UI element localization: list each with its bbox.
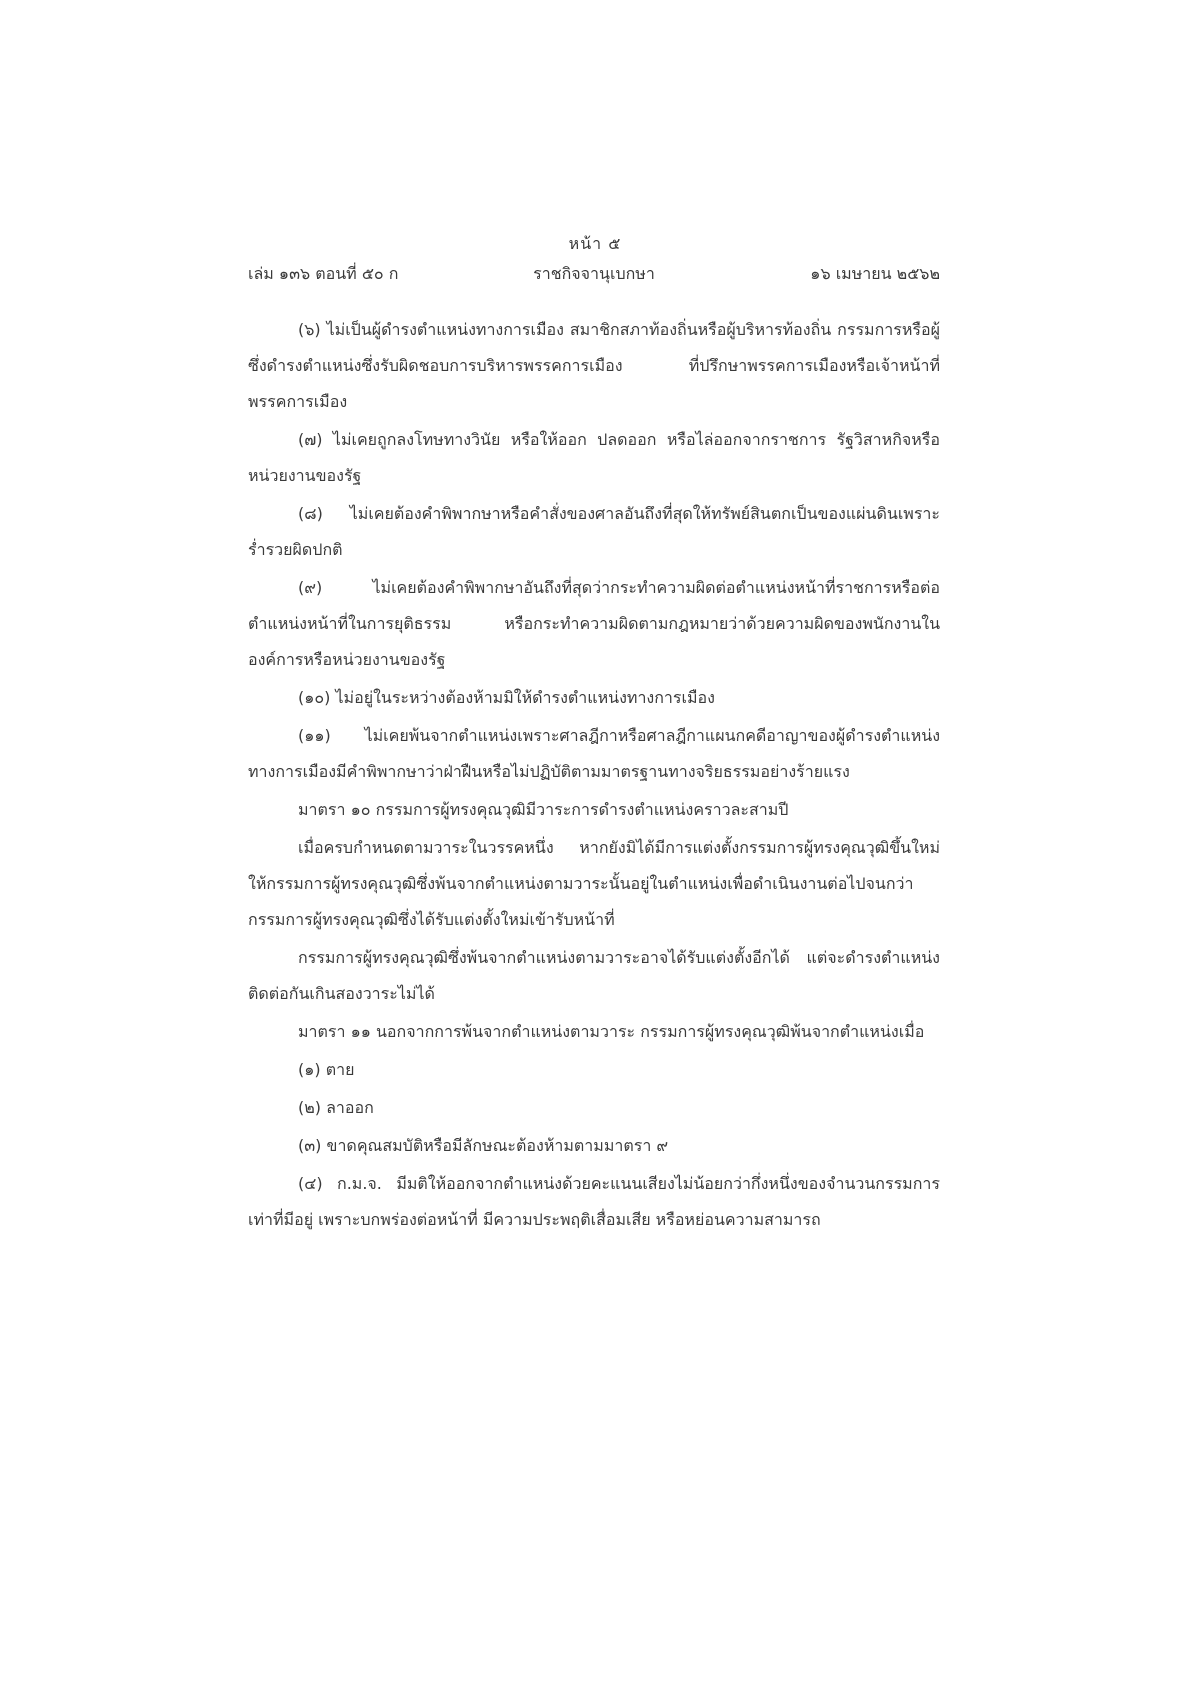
volume-issue: เล่ม ๑๓๖ ตอนที่ ๕๐ ก [248,264,399,283]
page-number: หน้า ๕ [568,234,622,253]
section-10-para-2: เมื่อครบกำหนดตามวาระในวรรคหนึ่ง หากยังมิได้มีการแต่งตั้งกรรมการผู้ทรงคุณวุฒิขึ้นใหม่ ให้กรรมการผู้ทรงคุณวุฒิซึ่งพ้นจากตำแหน่งตามวาระนั้นอยู่ในตำแหน่งเพื่อดำเนินงานต่อไปจนกว่ากรรมการผู้ทรงคุณวุฒิซึ่งได้รับแต่งตั้งใหม่เข้ารับหน้าที่ [248,838,940,929]
clause-10: (๑๐) ไม่อยู่ในระหว่างต้องห้ามมิให้ดำรงตำแหน่งทางการเมือง [298,688,715,707]
clause-11: (๑๑) ไม่เคยพ้นจากตำแหน่งเพราะศาลฎีกาหรือศาลฎีกาแผนกคดีอาญาของผู้ดำรงตำแหน่งทางการเมืองมีคำพิพากษาว่าฝ่าฝืนหรือไม่ปฏิบัติตามมาตรฐานทางจริยธรรมอย่างร้ายแรง [248,726,940,781]
section-10-para-3: กรรมการผู้ทรงคุณวุฒิซึ่งพ้นจากตำแหน่งตามวาระอาจได้รับแต่งตั้งอีกได้ แต่จะดำรงตำแหน่งติดต่อกันเกินสองวาระไม่ได้ [248,948,940,1003]
publication-date: ๑๖ เมษายน ๒๕๖๒ [810,264,940,283]
clause-6: (๖) ไม่เป็นผู้ดำรงตำแหน่งทางการเมือง สมาชิกสภาท้องถิ่นหรือผู้บริหารท้องถิ่น กรรมการหรือผู้ซึ่งดำรงตำแหน่งซึ่งรับผิดชอบการบริหารพรรคการเมือง ที่ปรึกษาพรรคการเมืองหรือเจ้าหน้าที่พรรคการเมือง [248,320,940,411]
section-11: มาตรา ๑๑ นอกจากการพ้นจากตำแหน่งตามวาระ กรรมการผู้ทรงคุณวุฒิพ้นจากตำแหน่งเมื่อ [298,1022,925,1041]
section-11-item-4: (๔) ก.ม.จ. มีมติให้ออกจากตำแหน่งด้วยคะแนนเสียงไม่น้อยกว่ากึ่งหนึ่งของจำนวนกรรมการเท่าที่มีอยู่ เพราะบกพร่องต่อหน้าที่ มีความประพฤติเสื่อมเสีย หรือหย่อนความสามารถ [248,1174,940,1229]
clause-8: (๘) ไม่เคยต้องคำพิพากษาหรือคำสั่งของศาลอันถึงที่สุดให้ทรัพย์สินตกเป็นของแผ่นดินเพราะร่ำรวยผิดปกติ [248,504,940,559]
document-body [248,312,940,1240]
page-header [248,262,940,286]
clause-9: (๙) ไม่เคยต้องคำพิพากษาอันถึงที่สุดว่ากระทำความผิดต่อตำแหน่งหน้าที่ราชการหรือต่อตำแหน่งหน้าที่ในการยุติธรรม หรือกระทำความผิดตามกฎหมายว่าด้วยความผิดของพนักงานในองค์การหรือหน่วยงานของรัฐ [248,578,940,669]
section-10: มาตรา ๑๐ กรรมการผู้ทรงคุณวุฒิมีวาระการดำรงตำแหน่งคราวละสามปี [298,800,789,819]
list-item: (๒) ลาออก [298,1098,374,1117]
gazette-title: ราชกิจจานุเบกษา [533,264,655,283]
clause-7: (๗) ไม่เคยถูกลงโทษทางวินัย หรือให้ออก ปลดออก หรือไล่ออกจากราชการ รัฐวิสาหกิจหรือหน่วยงานของรัฐ [248,430,940,485]
list-item: (๓) ขาดคุณสมบัติหรือมีลักษณะต้องห้ามตามมาตรา ๙ [298,1136,669,1155]
list-item: (๑) ตาย [298,1060,355,1079]
